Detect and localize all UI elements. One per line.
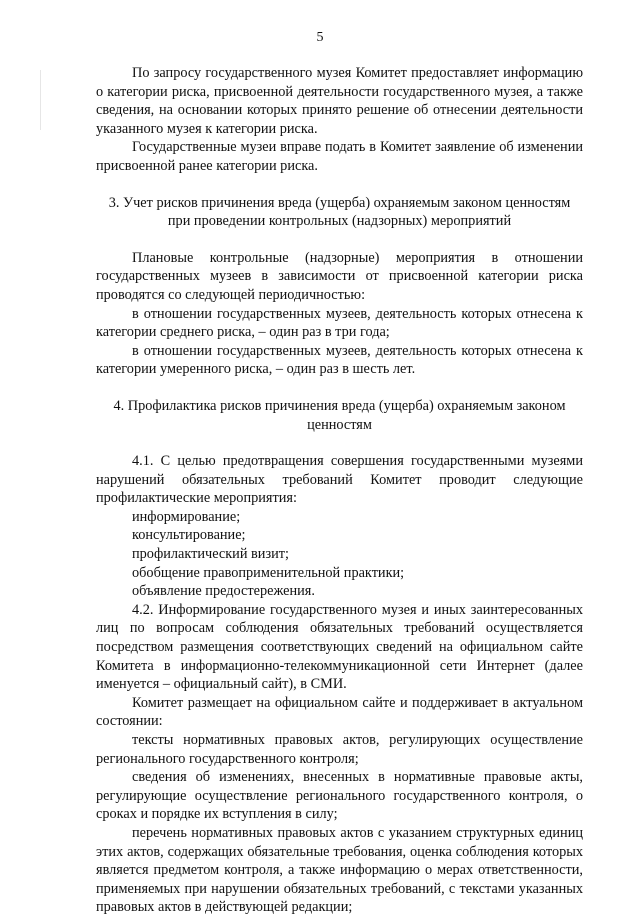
- paragraph-site-intro: Комитет размещает на официальном сайте и поддерживает в актуальном состоянии:: [96, 694, 583, 730]
- measure-practice: обобщение правоприменительной практики;: [132, 564, 405, 581]
- page-number: 5: [316, 30, 324, 45]
- site-item-texts: тексты нормативных правовых актов, регулирующих осуществление регионального государственного контроля;: [96, 732, 583, 767]
- site-item-changes: сведения об изменениях, внесенных в нормативные правовые акты, регулирующие осуществление регионального государственного контроля, о сроках и порядке их вступления в силу;: [96, 769, 583, 823]
- paragraph-medium-risk: в отношении государственных музеев, деятельность которых отнесена к категории среднего риска, – один раз в три года;: [96, 305, 583, 341]
- document-body: [96, 64, 583, 917]
- measure-warning: объявление предостережения.: [132, 583, 315, 600]
- section-4-heading: 4. Профилактика рисков причинения вреда (ущерба) охраняемым законом ценностям: [113, 397, 566, 433]
- site-item-list: перечень нормативных правовых актов с указанием структурных единиц этих актов, содержащих обязательные требования, оценка соблюдения которых является предметом контроля, а также информацию о мерах ответственности, применяемых при нарушении обязательных требований, с текстами указанных правовых актов в действующей редакции;: [96, 824, 583, 916]
- measure-consulting: консультирование;: [132, 527, 246, 544]
- scan-margin-mark: [40, 70, 41, 130]
- paragraph-risk-info: По запросу государственного музея Комитет предоставляет информацию о категории риска, присвоенной деятельности государственного музея, а также сведения, на основании которых принято решение об отнесении деятельности указанного музея к категории риска.: [96, 65, 583, 137]
- section-3-heading: 3. Учет рисков причинения вреда (ущерба) охраняемым законом ценностям при проведении контрольных (надзорных) мероприятий: [108, 194, 571, 230]
- paragraph-risk-change: Государственные музеи вправе подать в Комитет заявление об изменении присвоенной ранее категории риска.: [96, 139, 583, 174]
- paragraph-moderate-risk: в отношении государственных музеев, деятельность которых отнесена к категории умеренного риска, – один раз в шесть лет.: [96, 342, 583, 378]
- paragraph-planned-measures: Плановые контрольные (надзорные) мероприятия в отношении государственных музеев в зависимости от присвоенной категории риска проводятся со следующей периодичностью:: [96, 249, 583, 303]
- paragraph-4-2: 4.2. Информирование государственного музея и иных заинтересованных лиц по вопросам соблюдения обязательных требований осуществляется посредством размещения соответствующих сведений на официальном сайте Комитета в информационно-телекоммуникационной сети Интернет (далее именуется – официальный сайт), в СМИ.: [96, 601, 583, 693]
- measure-visit: профилактический визит;: [132, 546, 289, 563]
- paragraph-4-1: 4.1. С целью предотвращения совершения государственными музеями нарушений обязательных требований Комитет проводит следующие профилактические мероприятия:: [96, 453, 583, 507]
- measure-informing: информирование;: [132, 508, 241, 525]
